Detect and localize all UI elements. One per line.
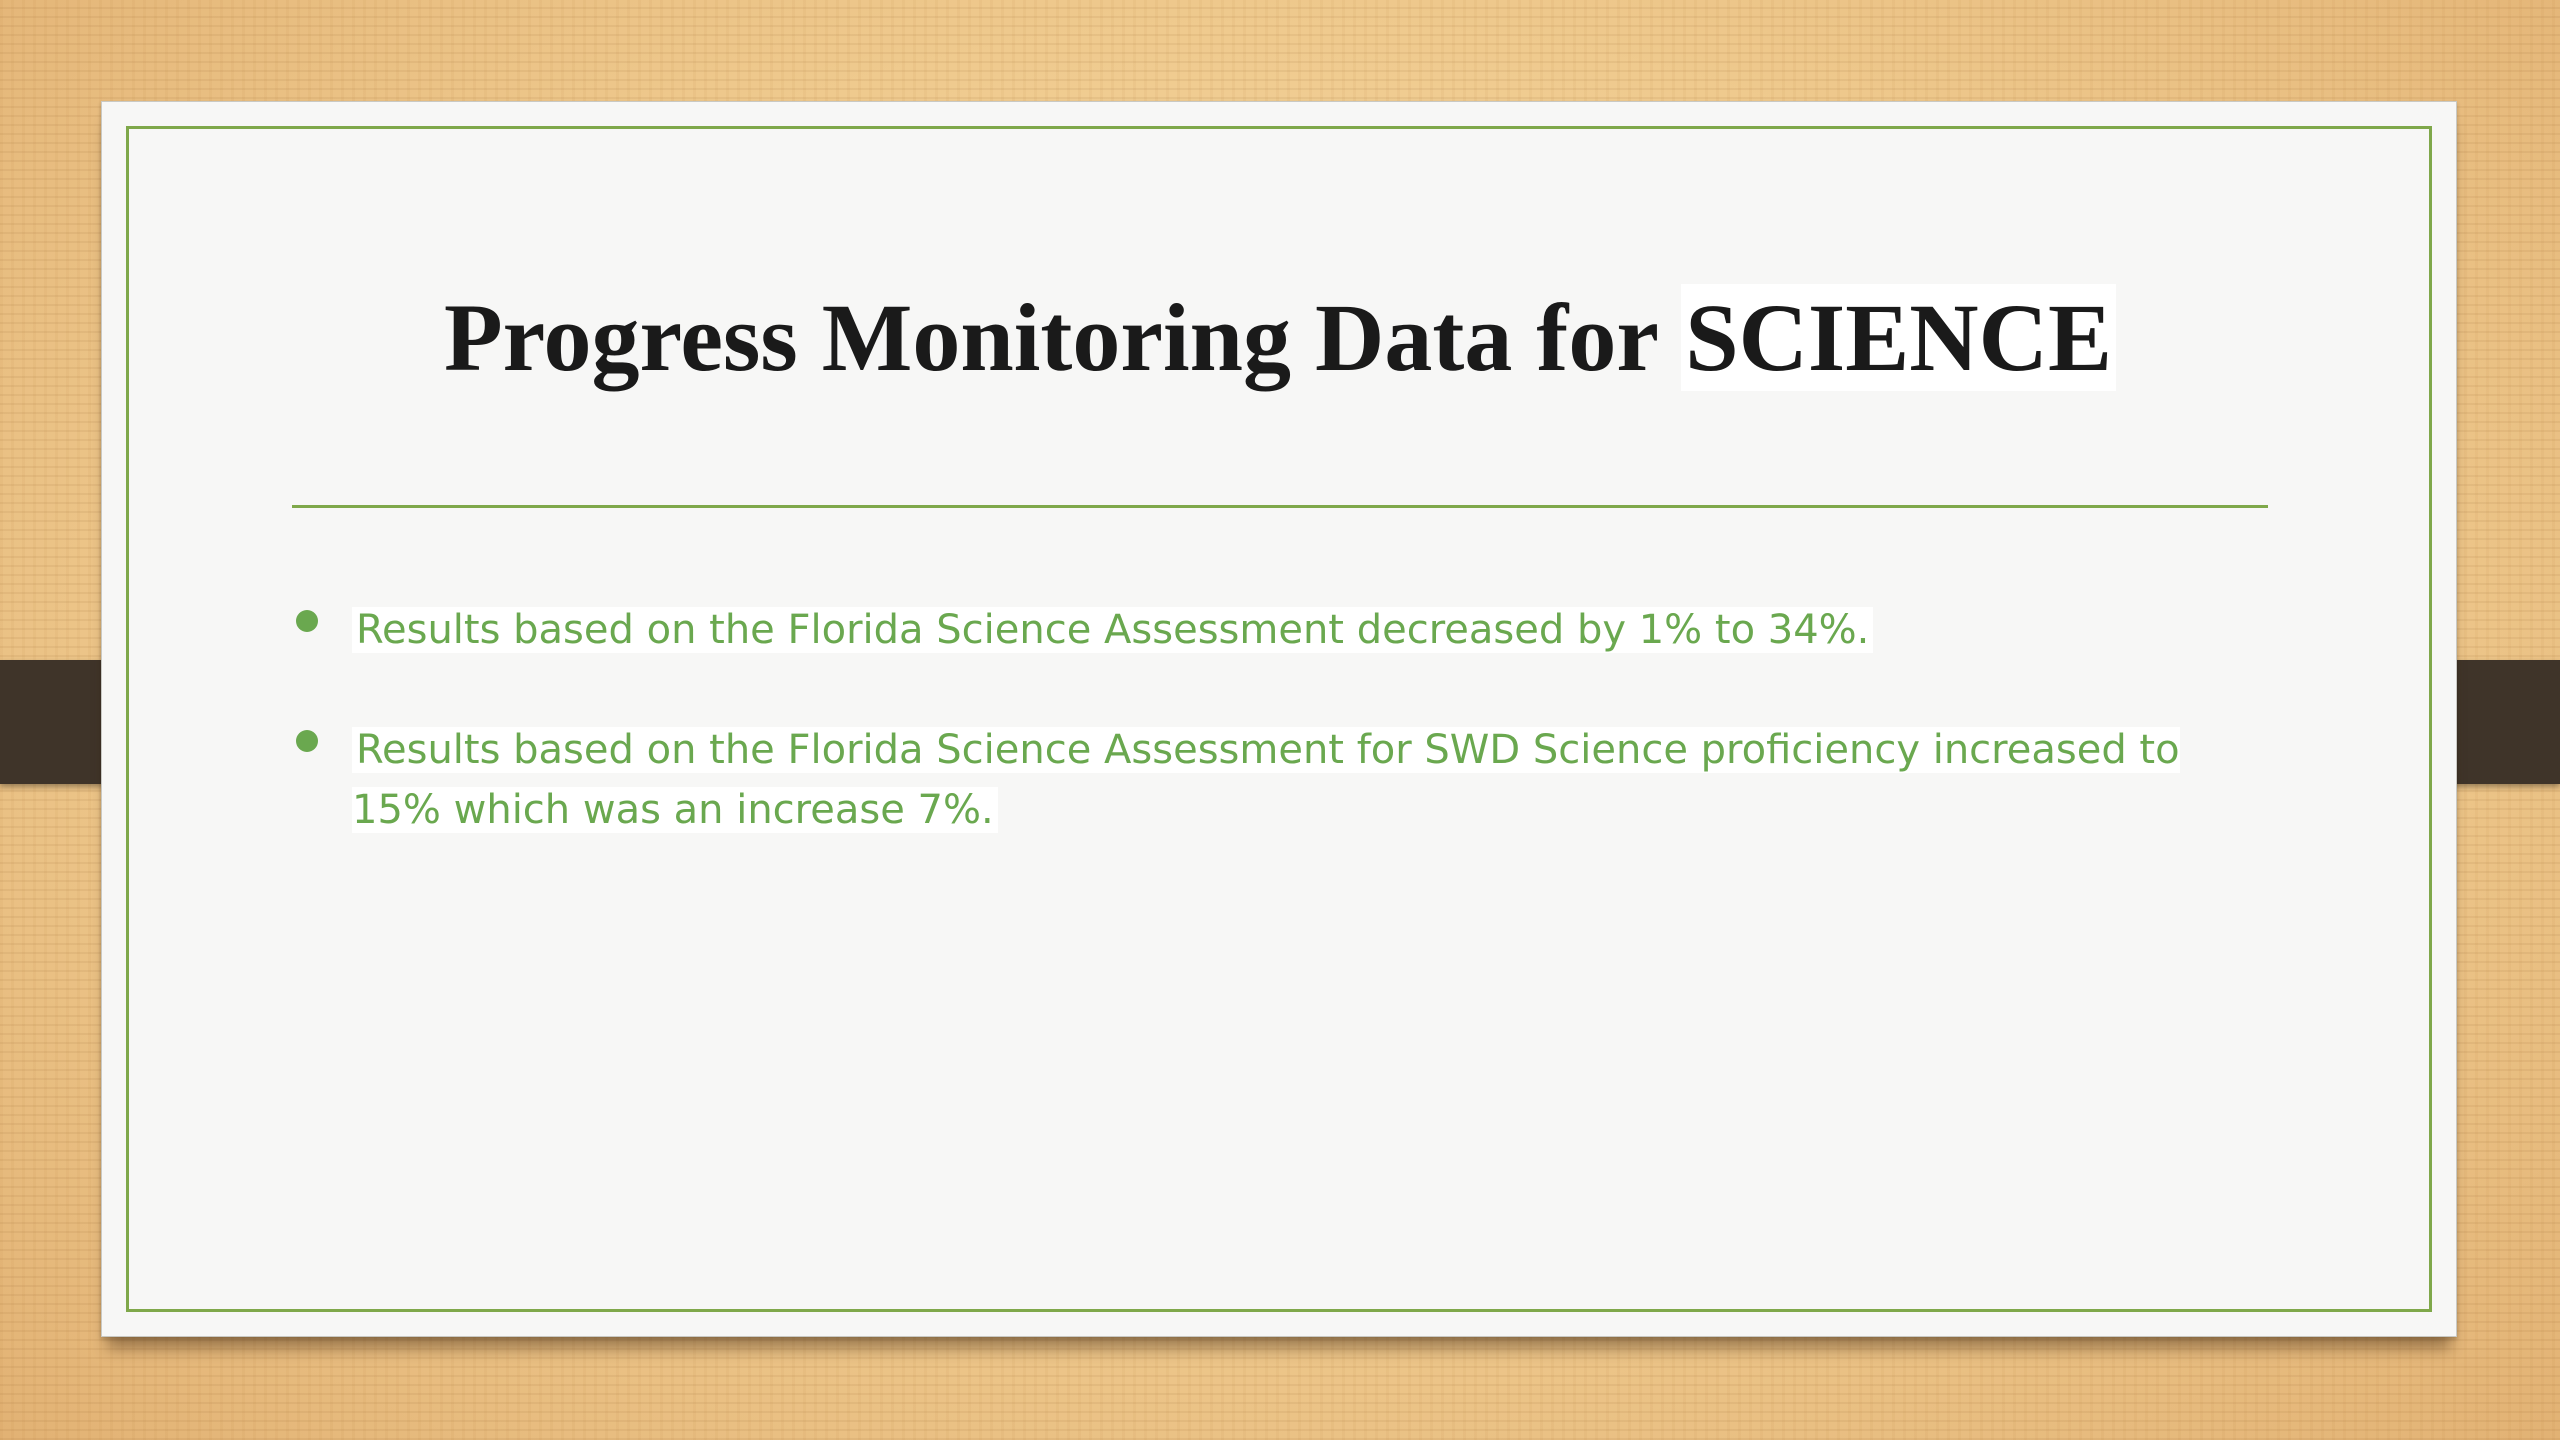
bullet-item bbox=[292, 600, 2252, 660]
slide-title-prefix: Progress Monitoring Data for bbox=[444, 284, 1682, 391]
bullet-dot-icon bbox=[296, 610, 318, 632]
bullet-item bbox=[292, 720, 2252, 840]
title-divider bbox=[292, 505, 2268, 508]
bullet-list bbox=[292, 600, 2252, 900]
slide-title bbox=[200, 282, 2360, 393]
slide-title-highlight: SCIENCE bbox=[1681, 284, 2116, 391]
bullet-text: Results based on the Florida Science Assessment decreased by 1% to 34%. bbox=[352, 607, 1873, 653]
bullet-dot-icon bbox=[296, 730, 318, 752]
bullet-text: Results based on the Florida Science Assessment for SWD Science proficiency increased to 15% which was an increase 7%. bbox=[352, 727, 2180, 833]
